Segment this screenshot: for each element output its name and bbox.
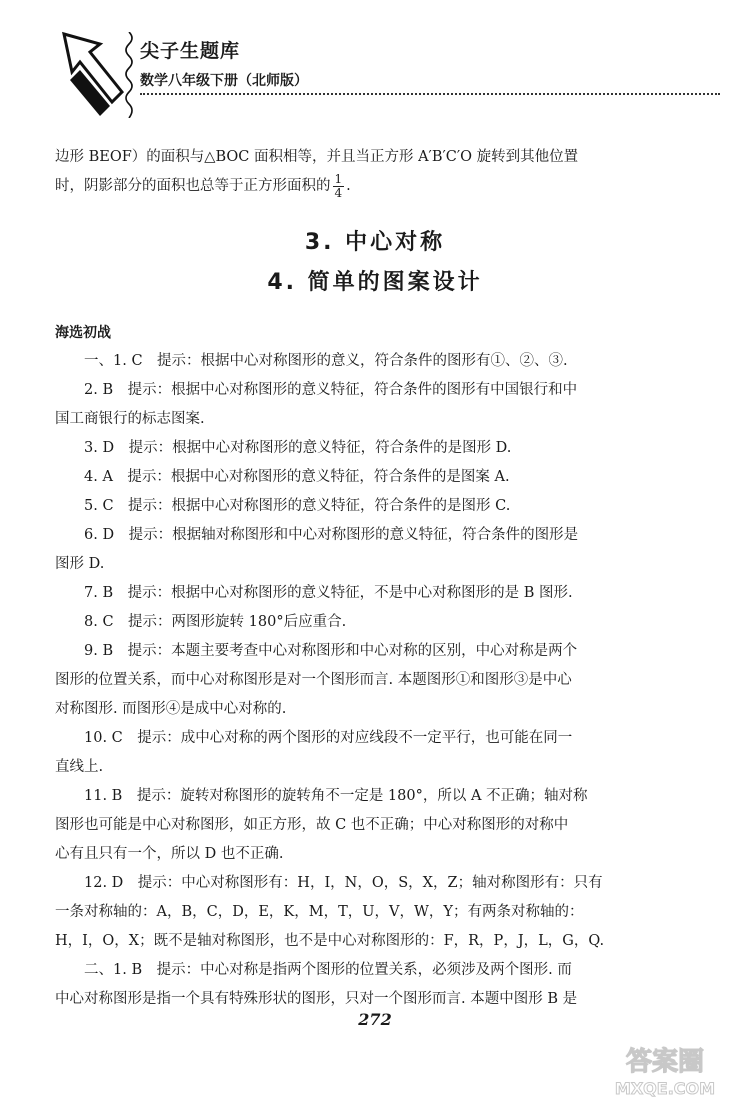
answer-line: 11. B 提示：旋转对称图形的旋转角不一定是 180°，所以 A 不正确；轴对称 bbox=[84, 788, 588, 804]
answer-line: 直线上. bbox=[55, 759, 104, 775]
answer-line: 8. C 提示：两图形旋转 180°后应重合. bbox=[84, 614, 347, 630]
wavy-divider-icon bbox=[122, 32, 136, 118]
answer-line: H，I，O，X；既不是轴对称图形，也不是中心对称图形的：F，R，P，J，L，G，Q. bbox=[55, 933, 605, 949]
answer-list bbox=[55, 347, 695, 1014]
answer-line: 二、1. B 提示：中心对称是指两个图形的位置关系，必须涉及两个图形. 而 bbox=[84, 962, 572, 978]
page-number: 272 bbox=[358, 1010, 392, 1029]
arrow-logo-icon bbox=[60, 30, 130, 120]
answer-line: 7. B 提示：根据中心对称图形的意义特征，不是中心对称图形的是 B 图形. bbox=[84, 585, 573, 601]
page-content bbox=[55, 143, 695, 1014]
subheading: 海选初战 bbox=[55, 325, 111, 341]
book-subtitle: 数学八年级下册（北师版） bbox=[140, 73, 308, 89]
book-title: 尖子生题库 bbox=[140, 40, 241, 62]
answer-line: 10. C 提示：成中心对称的两个图形的对应线段不一定平行，也可能在同一 bbox=[84, 730, 573, 746]
header-dotted-rule bbox=[140, 93, 720, 95]
answer-line: 国工商银行的标志图案. bbox=[55, 411, 205, 427]
intro-line-2 bbox=[55, 172, 695, 201]
fraction-denominator: 4 bbox=[334, 185, 343, 200]
answer-line: 心有且只有一个，所以 D 也不正确. bbox=[55, 846, 284, 862]
page-header bbox=[60, 30, 720, 120]
answer-line: 中心对称图形是指一个具有特殊形状的图形，只对一个图形而言. 本题中图形 B 是 bbox=[55, 991, 578, 1007]
intro-line-2-suffix: . bbox=[346, 178, 351, 194]
answer-line: 6. D 提示：根据轴对称图形和中心对称图形的意义特征，符合条件的图形是 bbox=[84, 527, 579, 543]
answer-line: 图形也可能是中心对称图形，如正方形，故 C 也不正确；中心对称图形的对称中 bbox=[55, 817, 569, 833]
watermark-logo bbox=[590, 1040, 740, 1100]
answer-line: 一条对称轴的：A，B，C，D，E，K，M，T，U，V，W，Y；有两条对称轴的： bbox=[55, 904, 584, 920]
intro-line-2-prefix: 时，阴影部分的面积也总等于正方形面积的 bbox=[55, 178, 331, 194]
answer-line: 一、1. C 提示：根据中心对称图形的意义，符合条件的图形有①、②、③. bbox=[84, 353, 568, 369]
fraction-numerator: 1 bbox=[334, 171, 343, 186]
answer-line: 4. A 提示：根据中心对称图形的意义特征，符合条件的是图案 A. bbox=[84, 469, 510, 485]
answer-line: 5. C 提示：根据中心对称图形的意义特征，符合条件的是图形 C. bbox=[84, 498, 511, 514]
answer-line: 3. D 提示：根据中心对称图形的意义特征，符合条件的是图形 D. bbox=[84, 440, 512, 456]
answer-line: 图形的位置关系，而中心对称图形是对一个图形而言. 本题图形①和图形③是中心 bbox=[55, 672, 572, 688]
intro-line-1: 边形 BEOF）的面积与△BOC 面积相等，并且当正方形 A′B′C′O 旋转到其他位置 bbox=[55, 149, 579, 165]
watermark-domain: MXQE.COM bbox=[614, 1079, 716, 1098]
section-title-pattern-design: 4. 简单的图案设计 bbox=[267, 270, 483, 295]
section-title-central-symmetry: 3. 中心对称 bbox=[304, 230, 446, 255]
answer-line: 图形 D. bbox=[55, 556, 105, 572]
answer-line: 2. B 提示：根据中心对称图形的意义特征，符合条件的图形有中国银行和中 bbox=[84, 382, 578, 398]
answer-line: 9. B 提示：本题主要考查中心对称图形和中心对称的区别，中心对称是两个 bbox=[84, 643, 578, 659]
watermark-text: 答案圈 bbox=[625, 1047, 705, 1077]
quarter-fraction bbox=[333, 173, 345, 200]
answer-line: 12. D 提示：中心对称图形有：H，I，N，O，S，X，Z；轴对称图形有：只有 bbox=[84, 875, 603, 891]
answer-line: 对称图形. 而图形④是成中心对称的. bbox=[55, 701, 287, 717]
